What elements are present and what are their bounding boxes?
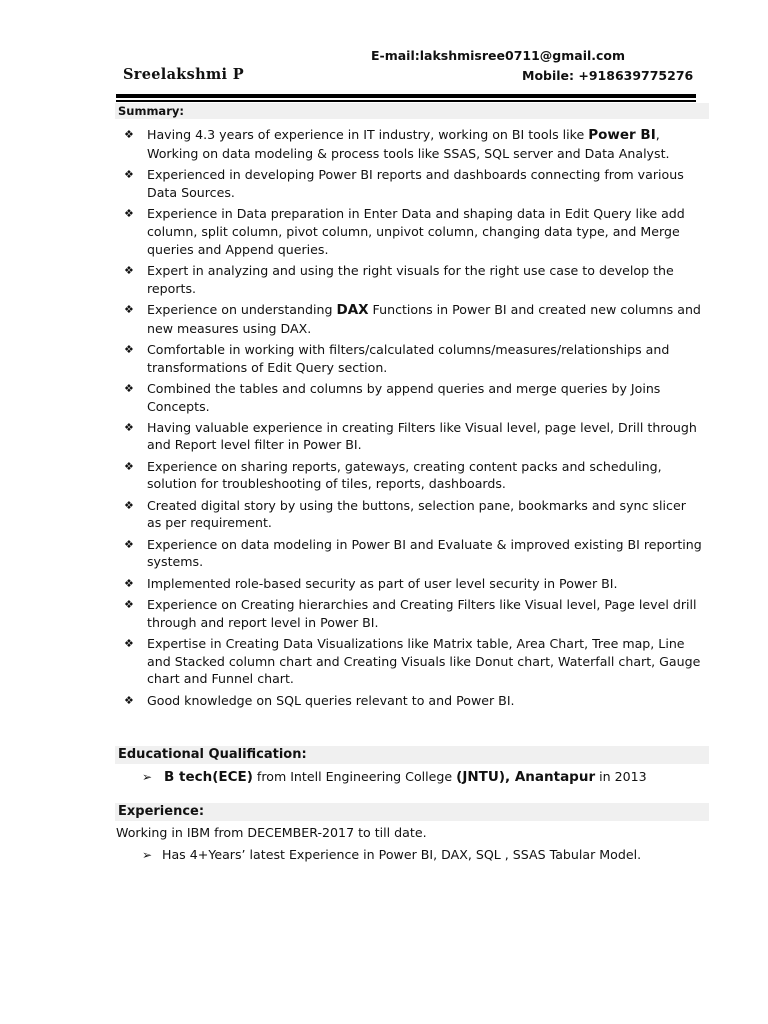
item-text-rest: , Working on data modeling & process tools like SSAS, SQL server and Data Analyst. — [147, 127, 670, 161]
mobile-text: Mobile: +918639775276 — [522, 68, 694, 83]
education-heading: Educational Qualification: — [115, 746, 709, 764]
list-item — [124, 635, 704, 688]
item-text: Combined the tables and columns by append queries and merge queries by Joins Concepts. — [147, 380, 661, 414]
list-item — [124, 341, 704, 377]
list-item — [124, 536, 704, 572]
list-item — [124, 262, 704, 298]
diamond-bullet-icon: ❖ — [124, 498, 134, 512]
candidate-name: Sreelakshmi P — [123, 66, 244, 83]
diamond-bullet-icon: ❖ — [124, 263, 134, 277]
diamond-bullet-icon: ❖ — [124, 576, 134, 590]
summary-list — [124, 126, 704, 713]
item-text: Having 4.3 years of experience in IT industry, working on BI tools like — [147, 127, 589, 142]
diamond-bullet-icon: ❖ — [124, 128, 134, 141]
item-text: Created digital story by using the buttons, selection pane, bookmarks and sync slicer as per requirement. — [147, 497, 686, 531]
item-text: Experience on sharing reports, gateways, creating content packs and scheduling, solution for troubleshooting of tiles, reports, dashboards. — [147, 458, 662, 492]
item-text: Expert in analyzing and using the right visuals for the right use case to develop the reports. — [147, 262, 674, 296]
experience-summary: Working in IBM from DECEMBER-2017 to till date. — [116, 825, 427, 840]
university-name: (JNTU), Anantapur — [456, 769, 596, 785]
item-text-rest: Functions in Power BI and created new columns and new measures using DAX. — [147, 301, 701, 336]
list-item — [124, 419, 704, 455]
diamond-bullet-icon: ❖ — [124, 459, 134, 473]
header-rule-thin — [116, 100, 696, 102]
list-item — [124, 205, 704, 258]
diamond-bullet-icon: ❖ — [124, 342, 134, 356]
item-text: Expertise in Creating Data Visualizations like Matrix table, Area Chart, Tree map, Line and Stacked column chart and Creating Visuals like Donut chart, Waterfall chart, Gauge chart and Funnel chart. — [147, 635, 701, 687]
list-item — [124, 126, 704, 163]
list-item — [124, 301, 704, 338]
diamond-bullet-icon: ❖ — [124, 597, 134, 611]
year-text: in 2013 — [595, 769, 647, 784]
diamond-bullet-icon: ❖ — [124, 693, 134, 707]
college-text: from Intell Engineering College — [252, 769, 457, 784]
diamond-bullet-icon: ❖ — [124, 381, 134, 395]
header-rule-thick — [116, 94, 696, 98]
list-item — [124, 596, 704, 632]
list-item — [124, 166, 704, 202]
degree-name: B tech(ECE) — [164, 769, 253, 785]
list-item — [124, 380, 704, 416]
item-highlight: DAX — [336, 301, 369, 318]
item-text: Implemented role-based security as part of user level security in Power BI. — [147, 575, 618, 591]
arrow-bullet-icon: ➢ — [142, 770, 153, 784]
item-text: Experienced in developing Power BI reports and dashboards connecting from various Data Sources. — [147, 166, 684, 200]
item-text: Experience on data modeling in Power BI and Evaluate & improved existing BI reporting systems. — [147, 536, 702, 570]
item-text: Comfortable in working with filters/calculated columns/measures/relationships and transformations of Edit Query section. — [147, 341, 670, 375]
item-text: Experience on understanding — [147, 301, 337, 317]
list-item — [124, 497, 704, 533]
experience-point — [142, 846, 641, 864]
diamond-bullet-icon: ❖ — [124, 420, 134, 434]
experience-point-text: Has 4+Years’ latest Experience in Power BI, DAX, SQL , SSAS Tabular Model. — [162, 847, 642, 862]
summary-heading: Summary: — [115, 103, 709, 119]
list-item — [124, 692, 704, 710]
diamond-bullet-icon: ❖ — [124, 167, 134, 181]
email-text: E-mail:lakshmisree0711@gmail.com — [371, 48, 626, 63]
list-item — [124, 575, 704, 593]
diamond-bullet-icon: ❖ — [124, 537, 134, 551]
diamond-bullet-icon: ❖ — [124, 206, 134, 220]
education-entry — [142, 768, 647, 786]
item-text: Experience in Data preparation in Enter Data and shaping data in Edit Query like add column, split column, pivot column, unpivot column, changing data type, and Merge queries and Append queries. — [147, 205, 685, 257]
arrow-bullet-icon: ➢ — [142, 848, 153, 862]
experience-heading: Experience: — [115, 803, 709, 821]
item-highlight: Power BI — [588, 127, 656, 143]
diamond-bullet-icon: ❖ — [124, 302, 134, 316]
item-text: Having valuable experience in creating Filters like Visual level, page level, Drill through and Report level filter in Power BI. — [147, 419, 697, 453]
item-text: Experience on Creating hierarchies and Creating Filters like Visual level, Page level drill through and report level in Power BI. — [147, 596, 697, 630]
diamond-bullet-icon: ❖ — [124, 636, 134, 650]
item-text: Good knowledge on SQL queries relevant to and Power BI. — [147, 692, 515, 708]
list-item — [124, 458, 704, 494]
